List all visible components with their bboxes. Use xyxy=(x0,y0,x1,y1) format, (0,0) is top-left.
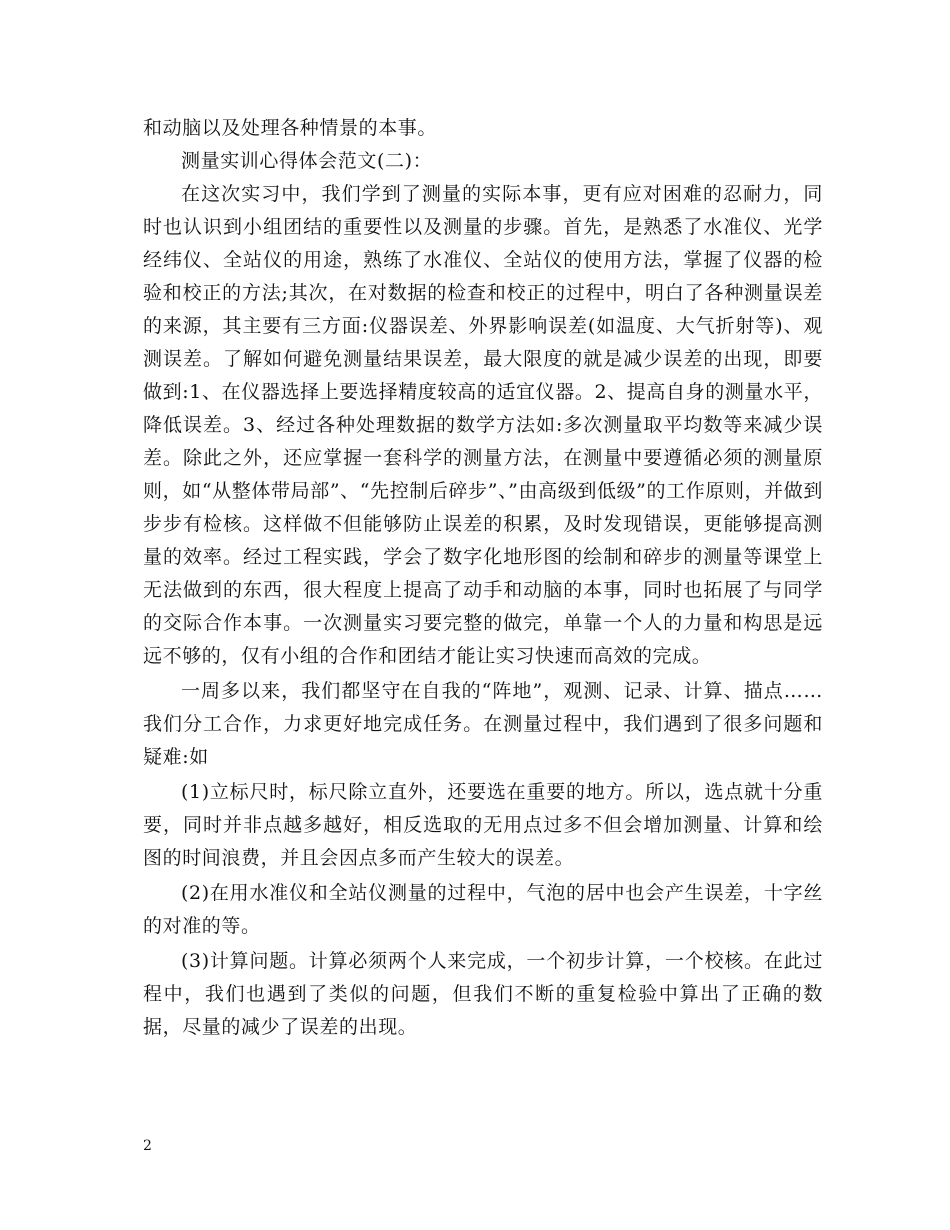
paragraph-item-2: (2)在用水准仪和全站仪测量的过程中，气泡的居中也会产生误差，十字丝的对准的等。 xyxy=(143,882,823,937)
page-number: 2 xyxy=(143,1138,152,1154)
paragraph-continuation: 和动脑以及处理各种情景的本事。 xyxy=(143,117,438,139)
paragraph-item-1: (1)立标尺时，标尺除立直外，还要选在重要的地方。所以，选点就十分重要，同时并非点越多越好，相反选取的无用点过多不但会增加测量、计算和绘图的时间浪费，并且会因点多而产生较大的误差。 xyxy=(143,781,823,869)
paragraph-main: 在这次实习中，我们学到了测量的实际本事，更有应对困难的忍耐力，同时也认识到小组团结的重要性以及测量的步骤。首先，是熟悉了水准仪、光学经纬仪、全站仪的用途，熟练了水准仪、全站仪的使用方法，掌握了仪器的检验和校正的方法;其次，在对数据的检查和校正的过程中，明白了各种测量误差的来源，其主要有三方面:仪器误差、外界影响误差(如温度、大气折射等)、观测误差。了解如何避免测量结果误差，最大限度的就是减少误差的出现，即要做到:1、在仪器选择上要选择精度较高的适宜仪器。2、提高自身的测量水平，降低误差。3、经过各种处理数据的数学方法如:多次测量取平均数等来减少误差。除此之外，还应掌握一套科学的测量方法，在测量中要遵循必须的测量原则，如“从整体带局部”、“先控制后碎步”、”由高级到低级”的工作原则，并做到步步有检核。这样做不但能够防止误差的积累，及时发现错误，更能够提高测量的效率。经过工程实践，学会了数字化地形图的绘制和碎步的测量等课堂上无法做到的东西，很大程度上提高了动手和动脑的本事，同时也拓展了与同学的交际合作本事。一次测量实习要完整的做完，单靠一个人的力量和构思是远远不够的，仅有小组的合作和团结才能让实习快速而高效的完成。 xyxy=(143,183,823,667)
paragraph-fieldwork: 一周多以来，我们都坚守在自我的“阵地”，观测、记录、计算、描点……我们分工合作，力求更好地完成任务。在测量过程中，我们遇到了很多问题和疑难:如 xyxy=(143,680,823,768)
paragraph-item-3: (3)计算问题。计算必须两个人来完成，一个初步计算，一个校核。在此过程中，我们也遇到了类似的问题，但我们不断的重复检验中算出了正确的数据，尽量的减少了误差的出现。 xyxy=(143,950,823,1038)
section-heading: 测量实训心得体会范文(二)： xyxy=(181,150,433,172)
document-body xyxy=(143,112,823,1044)
